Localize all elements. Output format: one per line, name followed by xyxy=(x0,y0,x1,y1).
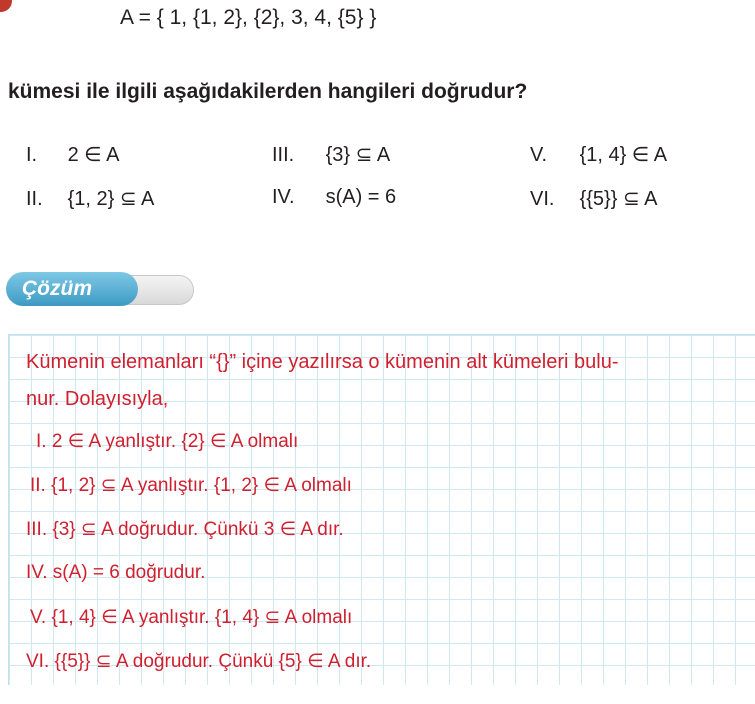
option-text: {3} ⊆ A xyxy=(325,144,391,166)
option-text: {1, 4} ∈ A xyxy=(579,144,668,166)
option-ii xyxy=(26,186,154,211)
option-number: II. xyxy=(26,188,43,210)
solution-badge xyxy=(6,272,194,308)
solution-intro-line-1: Kümenin elemanları “{}” içine yazılırsa o kümenin alt kümeleri bulu- xyxy=(26,351,619,373)
solution-intro-line-2: nur. Dolayısıyla, xyxy=(26,388,169,410)
option-v xyxy=(530,142,667,167)
option-text: {1, 2} ⊆ A xyxy=(67,188,155,210)
option-vi xyxy=(530,186,658,211)
option-text: s(A) = 6 xyxy=(325,186,397,208)
solution-line-iii: III. {3} ⊆ A doğrudur. Çünkü 3 ∈ A dır. xyxy=(26,519,344,540)
solution-line-v: V. {1, 4} ∈ A yanlıştır. {1, 4} ⊆ A olmalı xyxy=(30,607,353,628)
option-iii xyxy=(272,142,390,167)
option-number: III. xyxy=(272,144,295,166)
solution-badge-label: Çözüm xyxy=(6,272,138,306)
option-number: I. xyxy=(26,144,38,166)
option-number: IV. xyxy=(272,186,295,208)
corner-marker-dot xyxy=(0,0,12,12)
question-text: kümesi ile ilgili aşağıdakilerden hangileri doğrudur? xyxy=(8,80,528,103)
option-number: VI. xyxy=(530,188,555,210)
option-number: V. xyxy=(530,144,548,166)
solution-line-iv: IV. s(A) = 6 doğrudur. xyxy=(26,562,206,583)
solution-line-vi: VI. {{5}} ⊆ A doğrudur. Çünkü {5} ∈ A dır. xyxy=(26,651,372,672)
solution-line-i: I. 2 ∈ A yanlıştır. {2} ∈ A olmalı xyxy=(36,431,299,452)
option-text: {{5}} ⊆ A xyxy=(579,188,658,210)
solution-grid xyxy=(8,334,755,685)
option-iv xyxy=(272,186,396,209)
option-text: 2 ∈ A xyxy=(67,144,120,166)
solution-line-ii: II. {1, 2} ⊆ A yanlıştır. {1, 2} ∈ A olmalı xyxy=(30,475,352,496)
option-i xyxy=(26,142,119,167)
set-definition: A = { 1, {1, 2}, {2}, 3, 4, {5} } xyxy=(120,6,377,29)
